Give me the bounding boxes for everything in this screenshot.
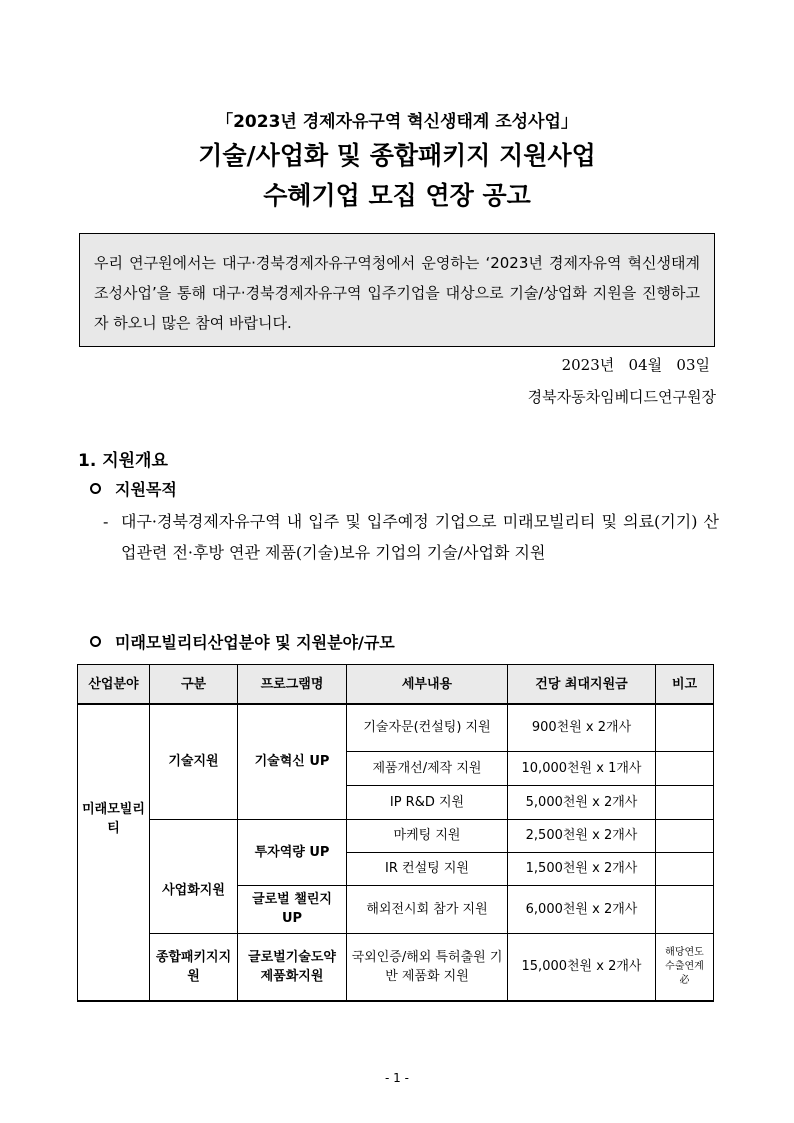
detail-cell: IP R&D 지원 — [347, 785, 508, 819]
note-cell — [656, 819, 714, 852]
page-number: - 1 - — [385, 1071, 409, 1085]
amount-cell: 1,500천원 x 2개사 — [508, 852, 656, 885]
purpose-heading — [90, 477, 177, 500]
program-global-challenge: 글로벌 챌린지 UP — [238, 885, 347, 933]
amount-cell: 10,000천원 x 1개사 — [508, 751, 656, 785]
detail-cell: 해외전시회 참가 지원 — [347, 885, 508, 933]
table-row — [78, 933, 714, 1001]
dash-bullet: - — [103, 512, 109, 531]
program-global-tech: 글로벌기술도약 제품화지원 — [238, 933, 347, 1001]
header-program: 프로그램명 — [238, 665, 347, 705]
amount-cell: 5,000천원 x 2개사 — [508, 785, 656, 819]
purpose-text: 대구·경북경제자유구역 내 입주 및 입주예정 기업으로 미래모빌리티 및 의료(기기) 산업관련 전·후방 연관 제품(기술)보유 기업의 기술/사업화 지원 — [121, 512, 719, 562]
header-note: 비고 — [656, 665, 714, 705]
note-cell — [656, 852, 714, 885]
header-amount: 건당 최대지원금 — [508, 665, 656, 705]
table-heading-text: 미래모빌리티산업분야 및 지원분야/규모 — [115, 633, 395, 652]
header-detail: 세부내용 — [347, 665, 508, 705]
table-row — [78, 704, 714, 751]
category-business: 사업화지원 — [150, 819, 238, 933]
table-row — [78, 819, 714, 852]
purpose-paragraph — [103, 506, 719, 568]
amount-cell: 15,000천원 x 2개사 — [508, 933, 656, 1001]
note-cell: 해당연도 수출연계 必 — [656, 933, 714, 1001]
table-header-row — [78, 665, 714, 705]
detail-cell: 마케팅 지원 — [347, 819, 508, 852]
circle-bullet-icon — [90, 483, 101, 494]
issuer-name: 경북자동차임베디드연구원장 — [527, 388, 716, 406]
category-tech: 기술지원 — [150, 704, 238, 819]
detail-cell: IR 컨설팅 지원 — [347, 852, 508, 885]
header-industry: 산업분야 — [78, 665, 150, 705]
section-heading: 1. 지원개요 — [78, 451, 168, 471]
table-heading — [90, 630, 395, 653]
support-table — [77, 664, 714, 1002]
note-cell — [656, 704, 714, 751]
title-line-3: 수혜기업 모집 연장 공고 — [263, 181, 531, 210]
amount-cell: 6,000천원 x 2개사 — [508, 885, 656, 933]
category-package: 종합패키지지원 — [150, 933, 238, 1001]
purpose-heading-text: 지원목적 — [115, 480, 177, 499]
notice-box: 우리 연구원에서는 대구·경북경제자유구역청에서 운영하는 ‘2023년 경제자유역 혁신생태계 조성사업’을 통해 대구·경북경제자유구역 입주기업을 대상으로 기술/상업화 지원을 진행하고자 하오니 많은 참여 바랍니다. — [79, 233, 715, 347]
title-line-2: 기술/사업화 및 종합패키지 지원사업 — [198, 141, 596, 170]
program-tech-innovation: 기술혁신 UP — [238, 704, 347, 819]
note-cell — [656, 885, 714, 933]
detail-cell: 제품개선/제작 지원 — [347, 751, 508, 785]
industry-cell: 미래모빌리티 — [78, 704, 150, 1001]
circle-bullet-icon — [90, 636, 101, 647]
program-investment: 투자역량 UP — [238, 819, 347, 885]
amount-cell: 900천원 x 2개사 — [508, 704, 656, 751]
announcement-date: 2023년 04월 03일 — [561, 356, 710, 374]
amount-cell: 2,500천원 x 2개사 — [508, 819, 656, 852]
note-cell — [656, 751, 714, 785]
detail-cell: 국외인증/해외 특허출원 기반 제품화 지원 — [347, 933, 508, 1001]
note-cell — [656, 785, 714, 819]
title-line-1: 「2023년 경제자유구역 혁신생태계 조성사업」 — [216, 112, 578, 132]
detail-cell: 기술자문(컨설팅) 지원 — [347, 704, 508, 751]
header-category: 구분 — [150, 665, 238, 705]
